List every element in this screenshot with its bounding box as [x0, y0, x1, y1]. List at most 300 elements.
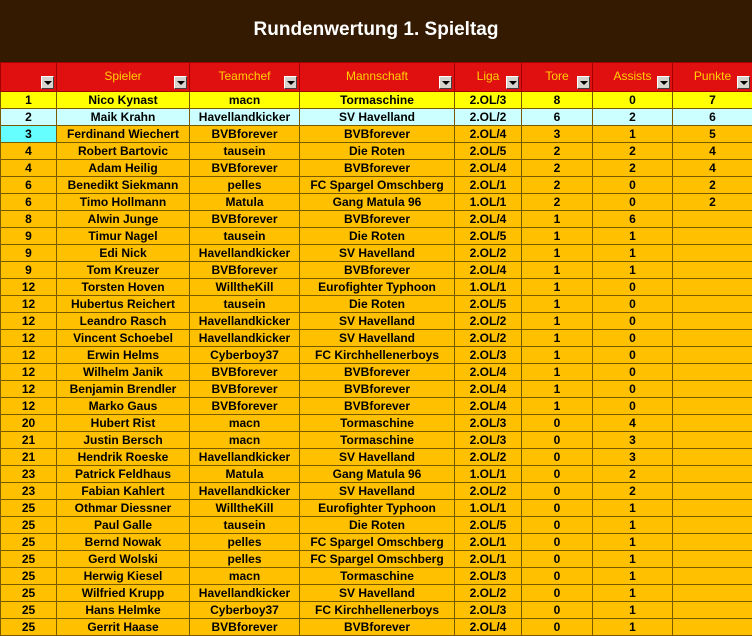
- cell-tore[interactable]: 6: [522, 109, 593, 126]
- cell-rank[interactable]: 4: [1, 160, 57, 177]
- cell-rank[interactable]: 25: [1, 619, 57, 636]
- ranking-table: [0, 62, 752, 636]
- cell-punkte[interactable]: [673, 602, 752, 619]
- cell-spieler[interactable]: Hubertus Reichert: [57, 296, 190, 313]
- cell-rank[interactable]: 1: [1, 92, 57, 109]
- cell-liga[interactable]: 2.OL/4: [455, 160, 522, 177]
- cell-assists[interactable]: 6: [593, 211, 673, 228]
- cell-mannschaft[interactable]: SV Havelland: [300, 245, 455, 262]
- cell-teamchef[interactable]: BVBforever: [190, 211, 300, 228]
- table-row: [1, 245, 752, 262]
- cell-mannschaft[interactable]: SV Havelland: [300, 483, 455, 500]
- cell-teamchef[interactable]: macn: [190, 432, 300, 449]
- cell-mannschaft[interactable]: SV Havelland: [300, 330, 455, 347]
- cell-mannschaft[interactable]: SV Havelland: [300, 109, 455, 126]
- cell-teamchef[interactable]: macn: [190, 568, 300, 585]
- header-row: [1, 63, 752, 92]
- cell-assists[interactable]: 2: [593, 160, 673, 177]
- cell-spieler[interactable]: Hendrik Roeske: [57, 449, 190, 466]
- cell-assists[interactable]: 1: [593, 500, 673, 517]
- cell-mannschaft[interactable]: BVBforever: [300, 398, 455, 415]
- cell-teamchef[interactable]: tausein: [190, 296, 300, 313]
- table-row: [1, 126, 752, 143]
- cell-liga[interactable]: 2.OL/1: [455, 534, 522, 551]
- cell-punkte[interactable]: 7: [673, 92, 752, 109]
- cell-rank[interactable]: 23: [1, 483, 57, 500]
- cell-rank[interactable]: 12: [1, 398, 57, 415]
- cell-tore[interactable]: 2: [522, 143, 593, 160]
- cell-teamchef[interactable]: macn: [190, 415, 300, 432]
- cell-rank[interactable]: 12: [1, 296, 57, 313]
- cell-mannschaft[interactable]: FC Spargel Omschberg: [300, 534, 455, 551]
- cell-tore[interactable]: 3: [522, 126, 593, 143]
- column-header-spieler: Spieler: [57, 63, 190, 92]
- cell-tore[interactable]: 0: [522, 568, 593, 585]
- cell-spieler[interactable]: Timur Nagel: [57, 228, 190, 245]
- cell-rank[interactable]: 20: [1, 415, 57, 432]
- cell-tore[interactable]: 0: [522, 517, 593, 534]
- cell-liga[interactable]: 2.OL/1: [455, 177, 522, 194]
- cell-teamchef[interactable]: BVBforever: [190, 398, 300, 415]
- cell-punkte[interactable]: [673, 347, 752, 364]
- table-row: [1, 466, 752, 483]
- cell-teamchef[interactable]: pelles: [190, 534, 300, 551]
- cell-liga[interactable]: 2.OL/3: [455, 602, 522, 619]
- cell-rank[interactable]: 25: [1, 568, 57, 585]
- cell-mannschaft[interactable]: Eurofighter Typhoon: [300, 279, 455, 296]
- cell-spieler[interactable]: Nico Kynast: [57, 92, 190, 109]
- cell-mannschaft[interactable]: FC Spargel Omschberg: [300, 551, 455, 568]
- cell-tore[interactable]: 0: [522, 449, 593, 466]
- cell-punkte[interactable]: [673, 500, 752, 517]
- cell-rank[interactable]: 6: [1, 177, 57, 194]
- cell-assists[interactable]: 0: [593, 330, 673, 347]
- cell-teamchef[interactable]: macn: [190, 92, 300, 109]
- cell-liga[interactable]: 1.OL/1: [455, 500, 522, 517]
- filter-dropdown-icon[interactable]: [506, 76, 519, 89]
- cell-tore[interactable]: 1: [522, 211, 593, 228]
- cell-liga[interactable]: 2.OL/4: [455, 381, 522, 398]
- cell-tore[interactable]: 0: [522, 500, 593, 517]
- filter-dropdown-icon[interactable]: [577, 76, 590, 89]
- cell-rank[interactable]: 21: [1, 449, 57, 466]
- cell-punkte[interactable]: [673, 466, 752, 483]
- cell-tore[interactable]: 1: [522, 245, 593, 262]
- cell-liga[interactable]: 2.OL/4: [455, 262, 522, 279]
- cell-punkte[interactable]: 6: [673, 109, 752, 126]
- cell-assists[interactable]: 4: [593, 415, 673, 432]
- cell-mannschaft[interactable]: BVBforever: [300, 160, 455, 177]
- cell-rank[interactable]: 25: [1, 517, 57, 534]
- table-row: [1, 415, 752, 432]
- table-row: [1, 551, 752, 568]
- cell-mannschaft[interactable]: Eurofighter Typhoon: [300, 500, 455, 517]
- cell-punkte[interactable]: [673, 211, 752, 228]
- cell-punkte[interactable]: 4: [673, 143, 752, 160]
- cell-teamchef[interactable]: pelles: [190, 177, 300, 194]
- cell-mannschaft[interactable]: Tormaschine: [300, 415, 455, 432]
- cell-rank[interactable]: 25: [1, 534, 57, 551]
- cell-punkte[interactable]: 4: [673, 160, 752, 177]
- filter-dropdown-icon[interactable]: [41, 76, 54, 89]
- cell-assists[interactable]: 0: [593, 279, 673, 296]
- table-row: [1, 262, 752, 279]
- cell-spieler[interactable]: Tom Kreuzer: [57, 262, 190, 279]
- cell-assists[interactable]: 2: [593, 109, 673, 126]
- cell-tore[interactable]: 0: [522, 551, 593, 568]
- cell-tore[interactable]: 1: [522, 347, 593, 364]
- cell-punkte[interactable]: [673, 313, 752, 330]
- table-row: [1, 398, 752, 415]
- cell-rank[interactable]: 4: [1, 143, 57, 160]
- cell-liga[interactable]: 1.OL/1: [455, 279, 522, 296]
- table-row: [1, 160, 752, 177]
- cell-assists[interactable]: 0: [593, 177, 673, 194]
- cell-rank[interactable]: 25: [1, 585, 57, 602]
- cell-teamchef[interactable]: Havellandkicker: [190, 449, 300, 466]
- cell-assists[interactable]: 1: [593, 262, 673, 279]
- cell-mannschaft[interactable]: BVBforever: [300, 619, 455, 636]
- cell-tore[interactable]: 2: [522, 194, 593, 211]
- cell-mannschaft[interactable]: SV Havelland: [300, 449, 455, 466]
- cell-mannschaft[interactable]: Die Roten: [300, 517, 455, 534]
- cell-liga[interactable]: 2.OL/3: [455, 415, 522, 432]
- cell-mannschaft[interactable]: BVBforever: [300, 381, 455, 398]
- cell-liga[interactable]: 2.OL/5: [455, 143, 522, 160]
- column-header-punkte: Punkte: [673, 63, 752, 92]
- cell-assists[interactable]: 0: [593, 313, 673, 330]
- cell-punkte[interactable]: [673, 551, 752, 568]
- cell-liga[interactable]: 2.OL/3: [455, 347, 522, 364]
- table-row: [1, 330, 752, 347]
- cell-liga[interactable]: 2.OL/4: [455, 126, 522, 143]
- cell-spieler[interactable]: Alwin Junge: [57, 211, 190, 228]
- filter-dropdown-icon[interactable]: [657, 76, 670, 89]
- filter-dropdown-icon[interactable]: [284, 76, 297, 89]
- cell-rank[interactable]: 8: [1, 211, 57, 228]
- cell-rank[interactable]: 6: [1, 194, 57, 211]
- table-row: [1, 534, 752, 551]
- cell-spieler[interactable]: Leandro Rasch: [57, 313, 190, 330]
- cell-teamchef[interactable]: BVBforever: [190, 262, 300, 279]
- cell-tore[interactable]: 0: [522, 602, 593, 619]
- cell-mannschaft[interactable]: Gang Matula 96: [300, 466, 455, 483]
- cell-spieler[interactable]: Marko Gaus: [57, 398, 190, 415]
- cell-mannschaft[interactable]: SV Havelland: [300, 313, 455, 330]
- cell-spieler[interactable]: Hans Helmke: [57, 602, 190, 619]
- cell-liga[interactable]: 1.OL/1: [455, 194, 522, 211]
- table-row: [1, 296, 752, 313]
- cell-liga[interactable]: 2.OL/3: [455, 92, 522, 109]
- column-header-tore: Tore: [522, 63, 593, 92]
- cell-teamchef[interactable]: Cyberboy37: [190, 347, 300, 364]
- cell-rank[interactable]: 3: [1, 126, 57, 143]
- column-header-liga: Liga: [455, 63, 522, 92]
- cell-liga[interactable]: 2.OL/2: [455, 449, 522, 466]
- cell-rank[interactable]: 12: [1, 279, 57, 296]
- cell-punkte[interactable]: [673, 364, 752, 381]
- cell-liga[interactable]: 2.OL/2: [455, 313, 522, 330]
- cell-punkte[interactable]: [673, 517, 752, 534]
- cell-rank[interactable]: 21: [1, 432, 57, 449]
- cell-spieler[interactable]: Vincent Schoebel: [57, 330, 190, 347]
- cell-punkte[interactable]: [673, 245, 752, 262]
- cell-liga[interactable]: 2.OL/5: [455, 296, 522, 313]
- cell-tore[interactable]: 1: [522, 381, 593, 398]
- cell-liga[interactable]: 2.OL/4: [455, 619, 522, 636]
- cell-spieler[interactable]: Benedikt Siekmann: [57, 177, 190, 194]
- table-row: [1, 109, 752, 126]
- cell-tore[interactable]: 1: [522, 228, 593, 245]
- cell-teamchef[interactable]: Matula: [190, 466, 300, 483]
- cell-tore[interactable]: 1: [522, 313, 593, 330]
- cell-rank[interactable]: 12: [1, 381, 57, 398]
- cell-assists[interactable]: 1: [593, 619, 673, 636]
- cell-teamchef[interactable]: Havellandkicker: [190, 585, 300, 602]
- cell-punkte[interactable]: [673, 568, 752, 585]
- cell-punkte[interactable]: [673, 279, 752, 296]
- cell-liga[interactable]: 1.OL/1: [455, 466, 522, 483]
- cell-teamchef[interactable]: BVBforever: [190, 364, 300, 381]
- cell-assists[interactable]: 1: [593, 568, 673, 585]
- cell-mannschaft[interactable]: FC Kirchhellenerboys: [300, 347, 455, 364]
- cell-teamchef[interactable]: Matula: [190, 194, 300, 211]
- table-row: [1, 279, 752, 296]
- cell-assists[interactable]: 1: [593, 517, 673, 534]
- cell-tore[interactable]: 0: [522, 585, 593, 602]
- cell-liga[interactable]: 2.OL/3: [455, 568, 522, 585]
- cell-assists[interactable]: 2: [593, 466, 673, 483]
- cell-punkte[interactable]: [673, 534, 752, 551]
- cell-spieler[interactable]: Wilfried Krupp: [57, 585, 190, 602]
- cell-tore[interactable]: 1: [522, 279, 593, 296]
- cell-assists[interactable]: 0: [593, 347, 673, 364]
- cell-mannschaft[interactable]: FC Kirchhellenerboys: [300, 602, 455, 619]
- cell-assists[interactable]: 2: [593, 143, 673, 160]
- cell-mannschaft[interactable]: Gang Matula 96: [300, 194, 455, 211]
- cell-spieler[interactable]: Herwig Kiesel: [57, 568, 190, 585]
- cell-spieler[interactable]: Wilhelm Janik: [57, 364, 190, 381]
- cell-mannschaft[interactable]: Tormaschine: [300, 92, 455, 109]
- cell-teamchef[interactable]: BVBforever: [190, 126, 300, 143]
- cell-assists[interactable]: 1: [593, 228, 673, 245]
- filter-dropdown-icon[interactable]: [174, 76, 187, 89]
- cell-punkte[interactable]: [673, 619, 752, 636]
- cell-spieler[interactable]: Benjamin Brendler: [57, 381, 190, 398]
- cell-rank[interactable]: 25: [1, 602, 57, 619]
- column-header-mannschaft: Mannschaft: [300, 63, 455, 92]
- cell-rank[interactable]: 9: [1, 228, 57, 245]
- cell-tore[interactable]: 1: [522, 330, 593, 347]
- cell-teamchef[interactable]: Cyberboy37: [190, 602, 300, 619]
- cell-tore[interactable]: 1: [522, 364, 593, 381]
- cell-spieler[interactable]: Paul Galle: [57, 517, 190, 534]
- table-row: [1, 432, 752, 449]
- column-header-assists: Assists: [593, 63, 673, 92]
- cell-assists[interactable]: 1: [593, 585, 673, 602]
- cell-spieler[interactable]: Maik Krahn: [57, 109, 190, 126]
- cell-teamchef[interactable]: tausein: [190, 228, 300, 245]
- cell-punkte[interactable]: 2: [673, 177, 752, 194]
- cell-punkte[interactable]: [673, 415, 752, 432]
- cell-punkte[interactable]: [673, 262, 752, 279]
- cell-mannschaft[interactable]: BVBforever: [300, 126, 455, 143]
- cell-spieler[interactable]: Torsten Hoven: [57, 279, 190, 296]
- cell-assists[interactable]: 0: [593, 381, 673, 398]
- cell-teamchef[interactable]: tausein: [190, 517, 300, 534]
- cell-rank[interactable]: 12: [1, 330, 57, 347]
- cell-rank[interactable]: 12: [1, 364, 57, 381]
- cell-mannschaft[interactable]: Die Roten: [300, 296, 455, 313]
- cell-liga[interactable]: 2.OL/4: [455, 211, 522, 228]
- table-row: [1, 194, 752, 211]
- cell-rank[interactable]: 12: [1, 313, 57, 330]
- filter-dropdown-icon[interactable]: [737, 76, 750, 89]
- cell-liga[interactable]: 2.OL/2: [455, 330, 522, 347]
- cell-liga[interactable]: 2.OL/1: [455, 551, 522, 568]
- cell-spieler[interactable]: Gerrit Haase: [57, 619, 190, 636]
- cell-spieler[interactable]: Edi Nick: [57, 245, 190, 262]
- cell-punkte[interactable]: [673, 381, 752, 398]
- cell-mannschaft[interactable]: BVBforever: [300, 364, 455, 381]
- cell-punkte[interactable]: [673, 296, 752, 313]
- cell-teamchef[interactable]: tausein: [190, 143, 300, 160]
- cell-assists[interactable]: 1: [593, 602, 673, 619]
- cell-spieler[interactable]: Justin Bersch: [57, 432, 190, 449]
- cell-liga[interactable]: 2.OL/2: [455, 245, 522, 262]
- cell-rank[interactable]: 25: [1, 551, 57, 568]
- table-row: [1, 347, 752, 364]
- cell-tore[interactable]: 1: [522, 262, 593, 279]
- table-row: [1, 483, 752, 500]
- cell-liga[interactable]: 2.OL/4: [455, 364, 522, 381]
- cell-mannschaft[interactable]: Die Roten: [300, 143, 455, 160]
- cell-mannschaft[interactable]: BVBforever: [300, 262, 455, 279]
- cell-assists[interactable]: 1: [593, 245, 673, 262]
- cell-liga[interactable]: 2.OL/5: [455, 228, 522, 245]
- cell-rank[interactable]: 9: [1, 245, 57, 262]
- cell-tore[interactable]: 2: [522, 160, 593, 177]
- cell-punkte[interactable]: 2: [673, 194, 752, 211]
- cell-spieler[interactable]: Bernd Nowak: [57, 534, 190, 551]
- cell-teamchef[interactable]: Havellandkicker: [190, 245, 300, 262]
- cell-punkte[interactable]: [673, 585, 752, 602]
- cell-rank[interactable]: 9: [1, 262, 57, 279]
- cell-tore[interactable]: 1: [522, 296, 593, 313]
- cell-punkte[interactable]: [673, 228, 752, 245]
- cell-assists[interactable]: 1: [593, 126, 673, 143]
- cell-tore[interactable]: 0: [522, 483, 593, 500]
- cell-spieler[interactable]: Timo Hollmann: [57, 194, 190, 211]
- cell-assists[interactable]: 0: [593, 194, 673, 211]
- cell-mannschaft[interactable]: Tormaschine: [300, 432, 455, 449]
- column-header-teamchef: Teamchef: [190, 63, 300, 92]
- cell-spieler[interactable]: Hubert Rist: [57, 415, 190, 432]
- cell-mannschaft[interactable]: BVBforever: [300, 211, 455, 228]
- cell-spieler[interactable]: Adam Heilig: [57, 160, 190, 177]
- cell-teamchef[interactable]: Havellandkicker: [190, 483, 300, 500]
- cell-mannschaft[interactable]: FC Spargel Omschberg: [300, 177, 455, 194]
- cell-tore[interactable]: 2: [522, 177, 593, 194]
- cell-tore[interactable]: 0: [522, 534, 593, 551]
- cell-punkte[interactable]: [673, 483, 752, 500]
- cell-spieler[interactable]: Robert Bartovic: [57, 143, 190, 160]
- filter-dropdown-icon[interactable]: [439, 76, 452, 89]
- cell-punkte[interactable]: 5: [673, 126, 752, 143]
- cell-mannschaft[interactable]: SV Havelland: [300, 585, 455, 602]
- cell-assists[interactable]: 0: [593, 398, 673, 415]
- cell-spieler[interactable]: Othmar Diessner: [57, 500, 190, 517]
- cell-rank[interactable]: 25: [1, 500, 57, 517]
- cell-teamchef[interactable]: BVBforever: [190, 160, 300, 177]
- cell-assists[interactable]: 0: [593, 296, 673, 313]
- cell-tore[interactable]: 0: [522, 466, 593, 483]
- cell-punkte[interactable]: [673, 330, 752, 347]
- cell-tore[interactable]: 1: [522, 398, 593, 415]
- cell-rank[interactable]: 2: [1, 109, 57, 126]
- table-row: [1, 177, 752, 194]
- cell-teamchef[interactable]: BVBforever: [190, 619, 300, 636]
- cell-teamchef[interactable]: Havellandkicker: [190, 109, 300, 126]
- cell-tore[interactable]: 0: [522, 619, 593, 636]
- cell-liga[interactable]: 2.OL/2: [455, 585, 522, 602]
- page-title: Rundenwertung 1. Spieltag: [253, 19, 499, 40]
- cell-teamchef[interactable]: BVBforever: [190, 381, 300, 398]
- cell-assists[interactable]: 0: [593, 364, 673, 381]
- cell-teamchef[interactable]: WilltheKill: [190, 500, 300, 517]
- cell-liga[interactable]: 2.OL/2: [455, 109, 522, 126]
- cell-liga[interactable]: 2.OL/2: [455, 483, 522, 500]
- cell-spieler[interactable]: Patrick Feldhaus: [57, 466, 190, 483]
- cell-mannschaft[interactable]: Tormaschine: [300, 568, 455, 585]
- cell-rank[interactable]: 23: [1, 466, 57, 483]
- cell-spieler[interactable]: Fabian Kahlert: [57, 483, 190, 500]
- cell-liga[interactable]: 2.OL/3: [455, 432, 522, 449]
- table-row: [1, 381, 752, 398]
- table-row: [1, 449, 752, 466]
- cell-assists[interactable]: 3: [593, 449, 673, 466]
- cell-punkte[interactable]: [673, 449, 752, 466]
- cell-tore[interactable]: 8: [522, 92, 593, 109]
- cell-assists[interactable]: 1: [593, 534, 673, 551]
- cell-tore[interactable]: 0: [522, 415, 593, 432]
- title-bar: [0, 0, 752, 62]
- table-row: [1, 364, 752, 381]
- cell-tore[interactable]: 0: [522, 432, 593, 449]
- cell-teamchef[interactable]: WilltheKill: [190, 279, 300, 296]
- cell-assists[interactable]: 0: [593, 92, 673, 109]
- cell-assists[interactable]: 2: [593, 483, 673, 500]
- cell-spieler[interactable]: Erwin Helms: [57, 347, 190, 364]
- cell-spieler[interactable]: Ferdinand Wiechert: [57, 126, 190, 143]
- column-header-rank: [1, 63, 57, 92]
- cell-rank[interactable]: 12: [1, 347, 57, 364]
- table-row: [1, 585, 752, 602]
- cell-liga[interactable]: 2.OL/5: [455, 517, 522, 534]
- table-row: [1, 92, 752, 109]
- cell-teamchef[interactable]: pelles: [190, 551, 300, 568]
- cell-punkte[interactable]: [673, 432, 752, 449]
- cell-assists[interactable]: 1: [593, 551, 673, 568]
- cell-teamchef[interactable]: Havellandkicker: [190, 313, 300, 330]
- cell-spieler[interactable]: Gerd Wolski: [57, 551, 190, 568]
- table-row: [1, 568, 752, 585]
- cell-mannschaft[interactable]: Die Roten: [300, 228, 455, 245]
- cell-punkte[interactable]: [673, 398, 752, 415]
- cell-teamchef[interactable]: Havellandkicker: [190, 330, 300, 347]
- cell-assists[interactable]: 3: [593, 432, 673, 449]
- cell-liga[interactable]: 2.OL/4: [455, 398, 522, 415]
